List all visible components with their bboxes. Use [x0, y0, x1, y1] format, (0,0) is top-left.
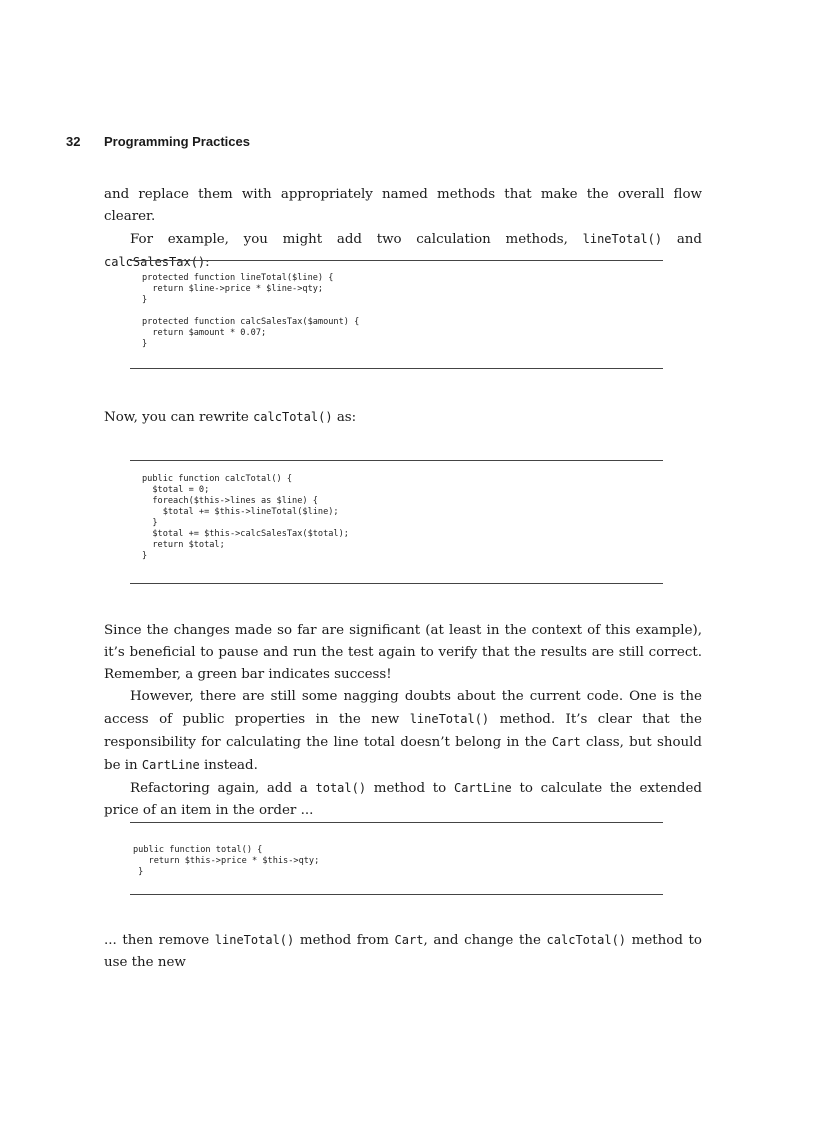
- paragraph-line: [104, 406, 702, 429]
- inline-code: lineTotal(): [582, 232, 663, 246]
- text: and: [662, 232, 702, 247]
- text: Refactoring again, add a: [130, 781, 316, 796]
- paragraph-line: [104, 929, 702, 974]
- inline-code: lineTotal(): [214, 933, 295, 947]
- paragraph: [104, 686, 702, 777]
- inline-code: Cart: [551, 735, 581, 749]
- text: method. It’s clear that the responsibility for calculating the line total doesn’t belong in the: [104, 712, 702, 750]
- text: method to: [366, 781, 454, 796]
- text: and replace them with appropriately named methods that make the overall flow clearer.: [104, 187, 702, 224]
- text: For example, you might add two calculation methods,: [130, 232, 583, 247]
- paragraph-rewrite: [104, 406, 702, 429]
- inline-code: CartLine: [141, 758, 200, 772]
- inline-code: CartLine: [453, 781, 512, 795]
- text: class, but should be in: [104, 735, 702, 773]
- text: However, there are still some nagging doubts about the current code. One is the access of public properties in the new: [104, 689, 702, 727]
- text: method from: [294, 933, 395, 948]
- text: :: [205, 255, 210, 270]
- text: ... then remove: [104, 933, 215, 948]
- inline-code: lineTotal(): [409, 712, 490, 726]
- inline-code: calcSalesTax(): [104, 255, 206, 269]
- paragraph: [104, 777, 702, 822]
- code-block: public function calcTotal() { $total = 0; foreach($this->lines as $line) { $total += $this->lineTotal($line); } $total += $this->calcSalesTax($total); return $total; }: [142, 474, 349, 561]
- paragraph: Since the changes made so far are significant (at least in the context of this example), it’s beneficial to pause and run the test again to verify that the results are still correct. Remember, a green bar indicates success!: [104, 623, 702, 682]
- text: to calculate the extended price of an item in the order ...: [104, 781, 702, 818]
- page-number: 32: [66, 134, 81, 149]
- inline-code: calcTotal(): [253, 410, 333, 424]
- text: , and change the: [423, 933, 547, 948]
- inline-code: Cart: [394, 933, 424, 947]
- code-listing-3: [130, 822, 663, 895]
- code-block: public function total() { return $this->price * $this->qty; }: [133, 845, 320, 877]
- paragraph-closing: [104, 929, 702, 974]
- inline-code: calcTotal(): [546, 933, 627, 947]
- text: instead.: [199, 758, 258, 773]
- text: method to use the new: [104, 933, 702, 970]
- inline-code: total(): [315, 781, 367, 795]
- text: as:: [332, 410, 357, 425]
- code-listing-2: [130, 460, 663, 584]
- running-title: Programming Practices: [104, 134, 250, 149]
- code-block: protected function lineTotal($line) { return $line->price * $line->qty; } protected function calcSalesTax($amount) { return $amount * 0.07; }: [142, 273, 360, 349]
- paragraph-body: [104, 620, 702, 822]
- paragraph-line: [104, 184, 702, 228]
- text: Now, you can rewrite: [104, 410, 254, 425]
- code-listing-1: [130, 260, 663, 369]
